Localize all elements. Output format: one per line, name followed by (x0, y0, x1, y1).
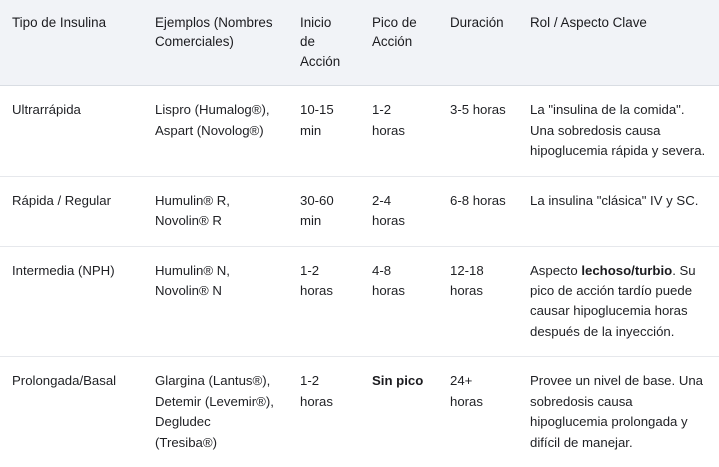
column-header-tipo: Tipo de Insulina (12, 15, 107, 30)
cell-rol-text: Provee un nivel de base. Una sobredosis causa hipoglucemia prolongada y difícil de manejar. (530, 373, 704, 450)
cell-rol (518, 86, 719, 176)
cell-rol-text-post: . Su pico de acción tardío puede causar hipoglucemia horas después de la inyección. (530, 262, 696, 339)
table-row (0, 176, 719, 246)
cell-tipo: Prolongada/Basal (0, 357, 143, 467)
column-header-ejemplos: Ejemplos (Nombres Comerciales) (155, 15, 273, 50)
cell-rol-text-pre: Aspecto (530, 262, 582, 278)
table-header-row (0, 0, 719, 86)
cell-ejemplos: Lispro (Humalog®), Aspart (Novolog®) (143, 86, 288, 176)
cell-rol-emphasis: lechoso/turbio (581, 262, 673, 278)
cell-ejemplos: Humulin® N, Novolin® N (143, 246, 288, 357)
column-header-pico: Pico de Acción (372, 15, 417, 50)
cell-rol-text: La insulina "clásica" IV y SC. (530, 192, 699, 208)
column-header-inicio: Inicio de Acción (300, 15, 341, 69)
cell-rol-text: La "insulina de la comida". Una sobredosis causa hipoglucemia rápida y severa. (530, 102, 706, 159)
cell-inicio: 10-15 min (288, 86, 360, 176)
cell-pico: 4-8 horas (360, 246, 438, 357)
cell-rol (518, 176, 719, 246)
cell-duracion: 6-8 horas (438, 176, 518, 246)
column-header-duracion: Duración (450, 15, 504, 30)
table-row (0, 357, 719, 467)
cell-ejemplos: Glargina (Lantus®), Detemir (Levemir®), Degludec (Tresiba®) (143, 357, 288, 467)
cell-pico (360, 357, 438, 467)
cell-inicio: 1-2 horas (288, 357, 360, 467)
cell-duracion: 3-5 horas (438, 86, 518, 176)
cell-rol (518, 246, 719, 357)
cell-inicio: 30-60 min (288, 176, 360, 246)
cell-tipo: Ultrarrápida (0, 86, 143, 176)
cell-rol (518, 357, 719, 467)
cell-duracion: 24+ horas (438, 357, 518, 467)
cell-inicio: 1-2 horas (288, 246, 360, 357)
cell-pico: 2-4 horas (360, 176, 438, 246)
cell-pico-emphasis: Sin pico (372, 373, 424, 389)
cell-duracion: 12-18 horas (438, 246, 518, 357)
cell-tipo: Intermedia (NPH) (0, 246, 143, 357)
column-header-rol: Rol / Aspecto Clave (530, 15, 647, 30)
table-header (0, 0, 719, 86)
cell-tipo: Rápida / Regular (0, 176, 143, 246)
cell-pico: 1-2 horas (360, 86, 438, 176)
table-row (0, 86, 719, 176)
table-row (0, 246, 719, 357)
table-body (0, 86, 719, 467)
cell-ejemplos: Humulin® R, Novolin® R (143, 176, 288, 246)
